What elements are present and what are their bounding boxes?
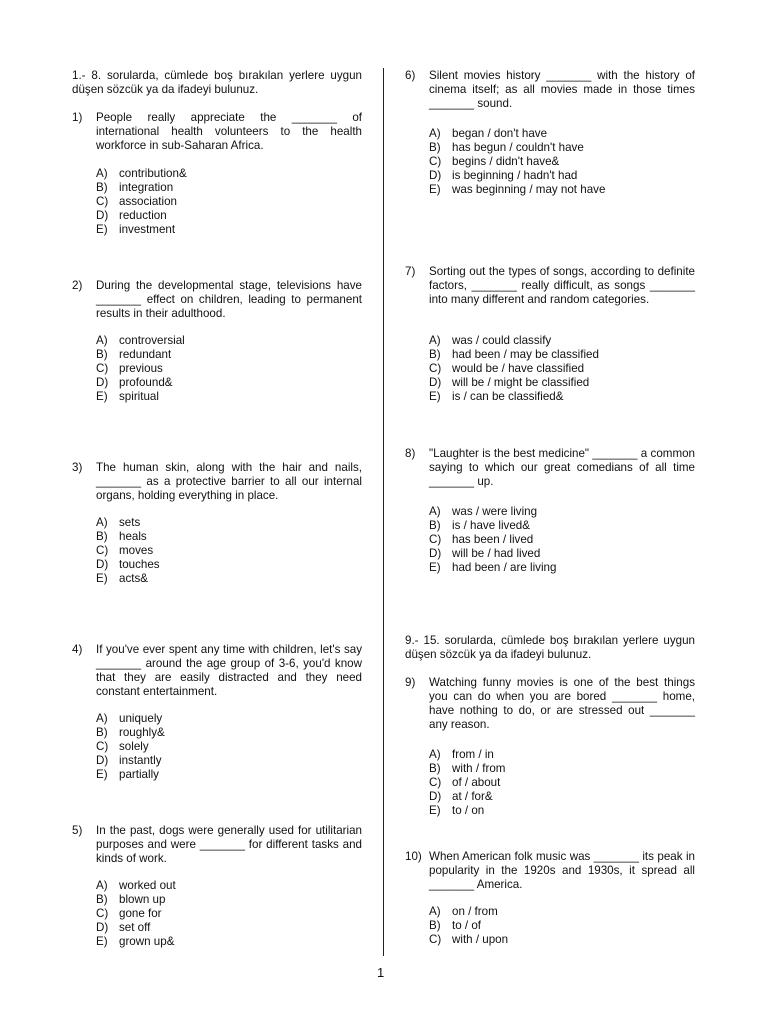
option-e[interactable]: E) spiritual	[96, 390, 159, 403]
question-text: Sorting out the types of songs, according to definite factors, _______ really difficult, as songs _______ into many different and random categories.	[429, 265, 695, 306]
option-b[interactable]: B) has begun / couldn't have	[429, 141, 584, 154]
question-4	[72, 643, 362, 781]
option-c[interactable]: C) moves	[96, 544, 154, 557]
options-list	[96, 879, 362, 949]
question-number: 10)	[405, 850, 422, 863]
question-number: 9)	[405, 676, 416, 689]
question-3	[72, 461, 362, 585]
option-a[interactable]: A) worked out	[96, 879, 176, 892]
options-list	[429, 748, 695, 818]
option-c[interactable]: C) with / upon	[429, 933, 509, 946]
option-c[interactable]: C) begins / didn't have&	[429, 155, 560, 168]
option-a[interactable]: A) from / in	[429, 748, 494, 761]
option-e[interactable]: E) is / can be classified&	[429, 390, 564, 403]
option-b[interactable]: B) redundant	[96, 348, 172, 361]
option-c[interactable]: C) association	[96, 195, 178, 208]
option-c[interactable]: C) has been / lived	[429, 533, 534, 546]
question-7	[405, 265, 695, 403]
option-b[interactable]: B) integration	[96, 181, 174, 194]
question-number: 8)	[405, 447, 416, 460]
option-c[interactable]: C) solely	[96, 740, 149, 753]
option-e[interactable]: E) grown up&	[96, 935, 175, 948]
question-9	[405, 676, 695, 817]
option-a[interactable]: A) uniquely	[96, 712, 163, 725]
option-a[interactable]: A) controversial	[96, 334, 185, 347]
question-number: 2)	[72, 279, 83, 292]
option-d[interactable]: D) instantly	[96, 754, 162, 767]
question-text: People really appreciate the _______ of international health volunteers to the health workforce in sub-Saharan Africa.	[96, 111, 362, 152]
column-divider	[383, 68, 384, 956]
options-list	[96, 334, 362, 404]
options-list	[96, 712, 362, 782]
option-a[interactable]: A) began / don't have	[429, 127, 548, 140]
option-b[interactable]: B) had been / may be classified	[429, 348, 599, 361]
question-2	[72, 279, 362, 403]
option-e[interactable]: E) investment	[96, 223, 176, 236]
options-list	[429, 905, 695, 947]
question-text: Watching funny movies is one of the best things you can do when you are bored _______ home, have nothing to do, or are stressed out _______ any reason.	[429, 676, 695, 731]
option-e[interactable]: E) to / on	[429, 804, 485, 817]
question-number: 7)	[405, 265, 416, 278]
question-number: 4)	[72, 643, 83, 656]
option-d[interactable]: D) is beginning / hadn't had	[429, 169, 578, 182]
options-list	[96, 167, 362, 237]
options-list	[429, 505, 695, 575]
option-c[interactable]: C) would be / have classified	[429, 362, 585, 375]
question-text: During the developmental stage, televisions have _______ effect on children, leading to permanent results in their adulthood.	[96, 279, 362, 320]
option-b[interactable]: B) blown up	[96, 893, 166, 906]
option-d[interactable]: D) reduction	[96, 209, 167, 222]
option-e[interactable]: E) acts&	[96, 572, 148, 585]
option-a[interactable]: A) sets	[96, 516, 141, 529]
question-text: In the past, dogs were generally used for utilitarian purposes and were _______ for different tasks and kinds of work.	[96, 824, 362, 865]
question-number: 6)	[405, 69, 416, 82]
instruction-9-15: 9.- 15. sorularda, cümlede boş bırakılan yerlere uygun düşen sözcük ya da ifadeyi bulunuz.	[405, 634, 695, 661]
question-text: When American folk music was _______ its peak in popularity in the 1920s and 1930s, it spread all _______ America.	[429, 850, 695, 891]
option-d[interactable]: D) profound&	[96, 376, 173, 389]
question-text: "Laughter is the best medicine" _______ a common saying to which our great comedians of all time _______ up.	[429, 447, 695, 488]
page-number: 1	[377, 965, 385, 980]
option-a[interactable]: A) on / from	[429, 905, 498, 918]
option-d[interactable]: D) will be / might be classified	[429, 376, 590, 389]
question-number: 5)	[72, 824, 83, 837]
options-list	[96, 516, 362, 586]
question-6	[405, 69, 695, 196]
option-c[interactable]: C) of / about	[429, 776, 501, 789]
question-text: Silent movies history _______ with the history of cinema itself; as all movies made in those times _______ sound.	[429, 69, 695, 110]
option-b[interactable]: B) heals	[96, 530, 147, 543]
option-d[interactable]: D) at / for&	[429, 790, 493, 803]
option-b[interactable]: B) roughly&	[96, 726, 165, 739]
option-e[interactable]: E) partially	[96, 768, 159, 781]
options-list	[429, 127, 695, 197]
question-number: 1)	[72, 111, 83, 124]
question-5	[72, 824, 362, 948]
question-text: The human skin, along with the hair and nails, _______ as a protective barrier to all our internal organs, holding everything in place.	[96, 461, 362, 502]
question-10	[405, 850, 695, 946]
option-b[interactable]: B) to / of	[429, 919, 482, 932]
option-d[interactable]: D) will be / had lived	[429, 547, 541, 560]
option-e[interactable]: E) was beginning / may not have	[429, 183, 606, 196]
option-e[interactable]: E) had been / are living	[429, 561, 557, 574]
question-1	[72, 111, 362, 236]
option-c[interactable]: C) previous	[96, 362, 163, 375]
option-a[interactable]: A) was / could classify	[429, 334, 552, 347]
option-d[interactable]: D) touches	[96, 558, 160, 571]
option-d[interactable]: D) set off	[96, 921, 151, 934]
option-b[interactable]: B) with / from	[429, 762, 506, 775]
question-number: 3)	[72, 461, 83, 474]
instruction-1-8: 1.- 8. sorularda, cümlede boş bırakılan yerlere uygun düşen sözcük ya da ifadeyi bulunuz.	[72, 69, 362, 96]
option-a[interactable]: A) was / were living	[429, 505, 538, 518]
options-list	[429, 334, 695, 404]
option-b[interactable]: B) is / have lived&	[429, 519, 530, 532]
option-a[interactable]: A) contribution&	[96, 167, 187, 180]
question-text: If you've ever spent any time with children, let's say _______ around the age group of 3-6, you'd know that they are easily distracted and they need constant entertainment.	[96, 643, 362, 698]
question-8	[405, 447, 695, 574]
option-c[interactable]: C) gone for	[96, 907, 162, 920]
